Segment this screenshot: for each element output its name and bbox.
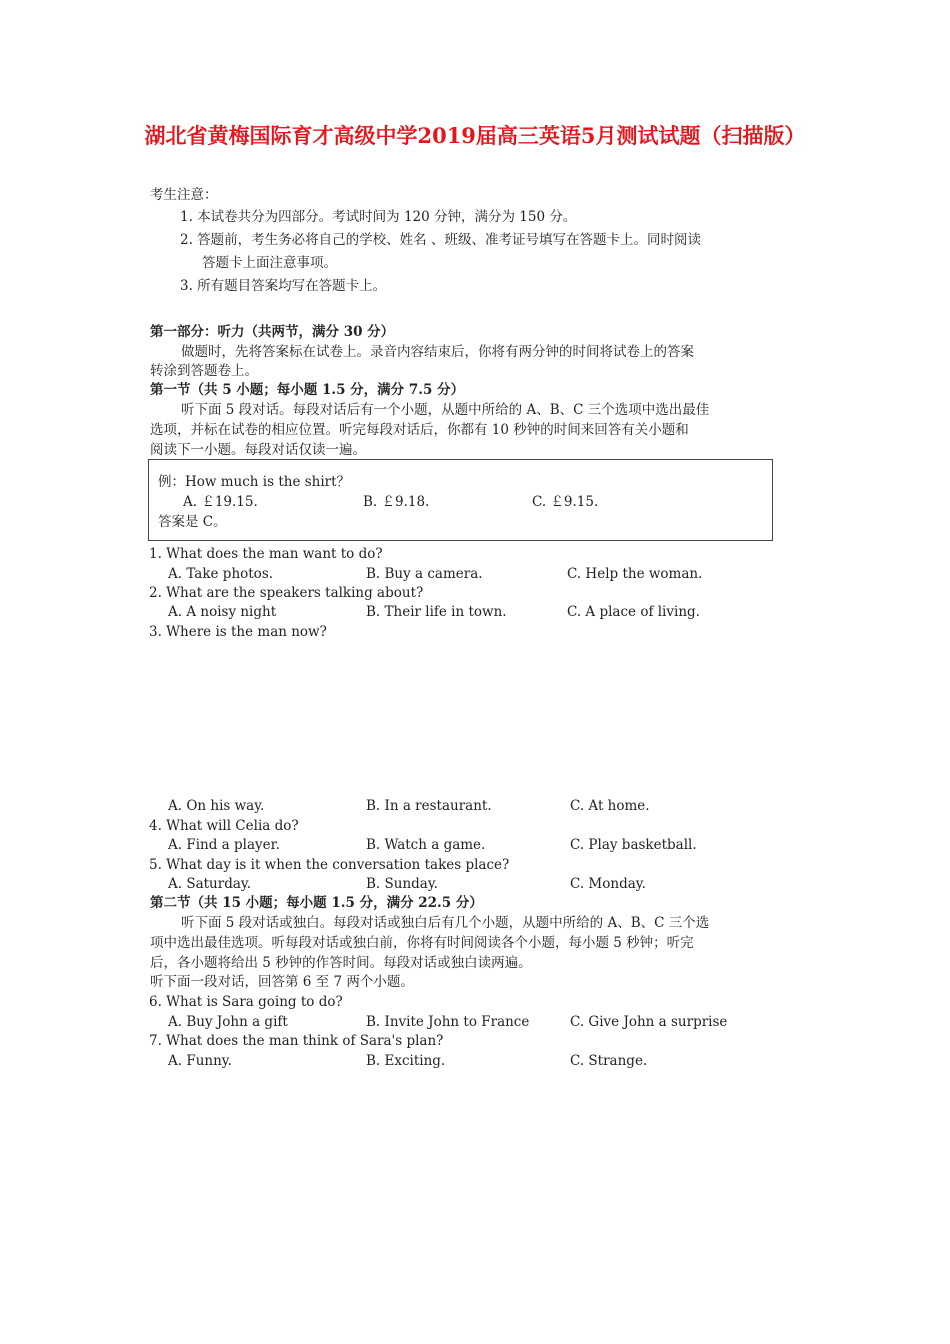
example-option: B. ￡9.18.: [363, 494, 430, 510]
option-a: A. Funny.: [168, 1053, 232, 1069]
option-c: C. Help the woman.: [567, 566, 703, 582]
question: 4. What will Celia do?: [149, 818, 299, 834]
part1-intro: 转涂到答题卷上。: [150, 363, 258, 379]
option-b: B. In a restaurant.: [366, 798, 492, 814]
example-option: C. ￡9.15.: [532, 494, 599, 510]
question: 3. Where is the man now?: [149, 624, 327, 640]
option-a: A. Saturday.: [168, 876, 252, 892]
page-title: 湖北省黄梅国际育才高级中学2019届高三英语5月测试试题（扫描版）: [144, 123, 806, 148]
section2-intro: 后，各小题将给出 5 秒钟的作答时间。每段对话或独白读两遍。: [150, 955, 532, 971]
question: 1. What does the man want to do?: [149, 546, 383, 562]
option-a: A. Buy John a gift: [168, 1014, 288, 1030]
section2-sub: 听下面一段对话，回答第 6 至 7 两个小题。: [150, 974, 414, 990]
notice-heading: 考生注意：: [150, 187, 218, 203]
option-c: C. Give John a surprise: [570, 1014, 728, 1030]
option-a: A. Find a player.: [168, 837, 280, 853]
part1-intro: 做题时，先将答案标在试卷上。录音内容结束后，你将有两分钟的时间将试卷上的答案: [181, 344, 694, 360]
blank-space: [148, 650, 778, 790]
question: 7. What does the man think of Sara's plan?: [149, 1033, 444, 1049]
option-c: C. Strange.: [570, 1053, 648, 1069]
option-b: B. Invite John to France: [366, 1014, 530, 1030]
section1-intro: 听下面 5 段对话。每段对话后有一个小题，从题中所给的 A、B、C 三个选项中选出最佳: [181, 402, 710, 418]
option-b: B. Buy a camera.: [366, 566, 483, 582]
section2-intro: 项中选出最佳选项。听每段对话或独白前，你将有时间阅读各个小题，每小题 5 秒钟；听完: [150, 935, 694, 951]
notice-item: 3. 所有题目答案均写在答题卡上。: [180, 278, 387, 294]
section2-heading: 第二节（共 15 小题；每小题 1.5 分，满分 22.5 分）: [150, 895, 483, 911]
section1-intro: 选项，并标在试卷的相应位置。听完每段对话后，你都有 10 秒钟的时间来回答有关小题和: [150, 422, 689, 438]
question: 2. What are the speakers talking about?: [149, 585, 424, 601]
notice-item: 1. 本试卷共分为四部分。考试时间为 120 分钟，满分为 150 分。: [180, 209, 577, 225]
example-option: A. ￡19.15.: [183, 494, 258, 510]
section1-intro: 阅读下一小题。每段对话仅读一遍。: [150, 442, 366, 458]
option-c: C. Monday.: [570, 876, 646, 892]
section2-intro: 听下面 5 段对话或独白。每段对话或独白后有几个小题，从题中所给的 A、B、C 三个选: [181, 915, 710, 931]
option-b: B. Sunday.: [366, 876, 438, 892]
question: 5. What day is it when the conversation takes place?: [149, 857, 510, 873]
option-c: C. Play basketball.: [570, 837, 697, 853]
option-a: A. Take photos.: [168, 566, 274, 582]
example-question: 例：How much is the shirt？: [158, 474, 351, 490]
option-c: C. A place of living.: [567, 604, 700, 620]
question: 6. What is Sara going to do?: [149, 994, 343, 1010]
notice-item: 2. 答题前，考生务必将自己的学校、姓名 、班级、准考证号填写在答题卡上。同时阅读: [180, 232, 701, 248]
part1-heading: 第一部分：听力（共两节，满分 30 分）: [150, 324, 395, 340]
option-c: C. At home.: [570, 798, 650, 814]
section1-heading: 第一节（共 5 小题；每小题 1.5 分，满分 7.5 分）: [150, 382, 465, 398]
option-a: A. On his way.: [168, 798, 265, 814]
option-b: B. Watch a game.: [366, 837, 486, 853]
option-a: A. A noisy night: [168, 604, 277, 620]
option-b: B. Exciting.: [366, 1053, 446, 1069]
notice-item: 答题卡上面注意事项。: [202, 255, 337, 271]
option-b: B. Their life in town.: [366, 604, 507, 620]
example-answer: 答案是 C。: [158, 514, 227, 530]
